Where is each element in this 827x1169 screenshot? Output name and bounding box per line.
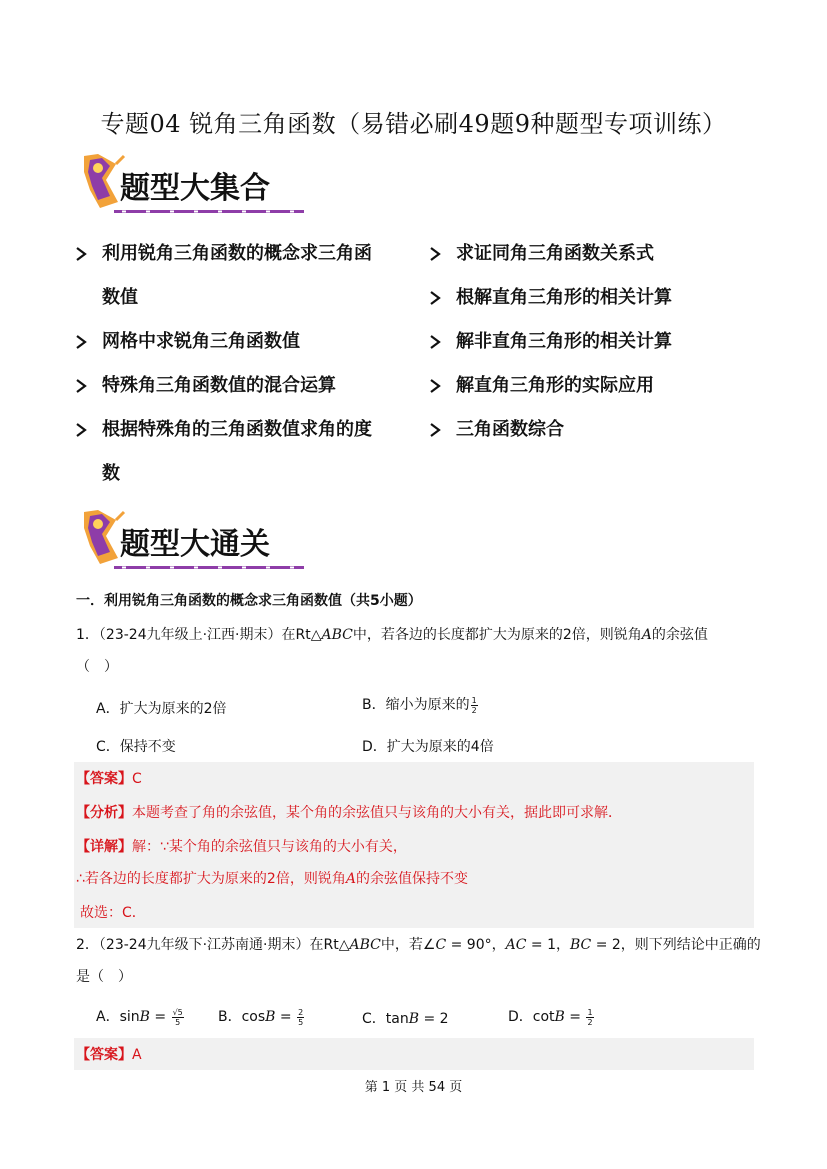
option-d[interactable]: D．cotB = $\frac{1}{2}$: [508, 1007, 593, 1027]
toc-item[interactable]: 网格中求锐角三角函数值: [74, 320, 414, 364]
option-a[interactable]: A．sinB = $\frac{√5}{5}$: [96, 1007, 183, 1027]
chevron-right-icon: [428, 364, 442, 408]
chevron-right-icon: [428, 232, 442, 276]
question-1-paren: （ ）: [76, 659, 118, 675]
svg-text:题型大通关: 题型大通关: [120, 527, 270, 562]
svg-text:题型大集合: 题型大集合: [120, 171, 270, 206]
fraction: $\frac{√5}{5}$: [172, 1007, 183, 1027]
chevron-right-icon: [428, 408, 442, 452]
question-2-stem: 2．（23-24九年级下·江苏南通·期末）在Rt△ABC中，若∠C = 90°，AC = 1，BC = 2，则下列结论中正确的: [76, 937, 761, 953]
chevron-right-icon: [428, 320, 442, 364]
toc-item[interactable]: 根据特殊角的三角函数值求角的度 数: [74, 408, 414, 496]
chevron-right-icon: [74, 320, 88, 364]
page-footer: 第 1 页 共 54 页: [364, 1080, 463, 1095]
option-c[interactable]: C．tanB = 2: [362, 1011, 449, 1027]
option-b[interactable]: B．缩小为原来的 $\frac{1}{2}$: [362, 695, 477, 715]
option-b[interactable]: B．cosB = $\frac{2}{5}$: [218, 1007, 304, 1027]
conclusion-line: 故选：C．: [80, 905, 146, 921]
option-a[interactable]: A．扩大为原来的2倍: [96, 701, 227, 717]
option-d[interactable]: D．扩大为原来的4倍: [362, 739, 494, 755]
question-2-line2: 是（ ）: [76, 969, 132, 985]
option-c[interactable]: C．保持不变: [96, 739, 176, 755]
fraction: $\frac{1}{2}$: [471, 695, 477, 715]
fraction: $\frac{2}{5}$: [298, 1007, 304, 1027]
toc-item[interactable]: 解非直角三角形的相关计算: [428, 320, 748, 364]
page-title: 专题04 锐角三角函数（易错必刷49题9种题型专项训练）: [100, 110, 727, 138]
toc-item[interactable]: 利用锐角三角函数的概念求三角函 数值: [74, 232, 414, 320]
analysis-line: 【分析】本题考查了角的余弦值，某个角的余弦值只与该角的大小有关，据此即可求解．: [76, 805, 622, 821]
toc-item[interactable]: 特殊角三角函数值的混合运算: [74, 364, 414, 408]
detail-line-2: ∴若各边的长度都扩大为原来的2倍，则锐角A的余弦值保持不变: [76, 871, 468, 887]
toc-item[interactable]: 根解直角三角形的相关计算: [428, 276, 748, 320]
chevron-right-icon: [428, 276, 442, 320]
answer-line: 【答案】C: [76, 771, 142, 787]
detail-line: 【详解】解：∵某个角的余弦值只与该角的大小有关，: [76, 839, 407, 855]
wizard-logo-icon: [76, 506, 316, 578]
toc-item[interactable]: 三角函数综合: [428, 408, 748, 452]
chevron-right-icon: [74, 364, 88, 408]
banner-types: [76, 150, 316, 222]
chevron-right-icon: [74, 408, 88, 452]
answer-box: [74, 1038, 754, 1070]
toc-item[interactable]: 求证同角三角函数关系式: [428, 232, 748, 276]
question-1-stem: 1．（23-24九年级上·江西·期末）在Rt△ABC中，若各边的长度都扩大为原来的2倍，则锐角A的余弦值: [76, 627, 708, 643]
chevron-right-icon: [74, 232, 88, 276]
toc-item[interactable]: 解直角三角形的实际应用: [428, 364, 748, 408]
banner-drill: [76, 506, 316, 578]
section-heading: 一．利用锐角三角函数的概念求三角函数值（共5小题）: [76, 593, 422, 609]
fraction: $\frac{1}{2}$: [587, 1007, 593, 1027]
wizard-logo-icon: [76, 150, 316, 222]
answer-line: 【答案】A: [76, 1047, 142, 1063]
